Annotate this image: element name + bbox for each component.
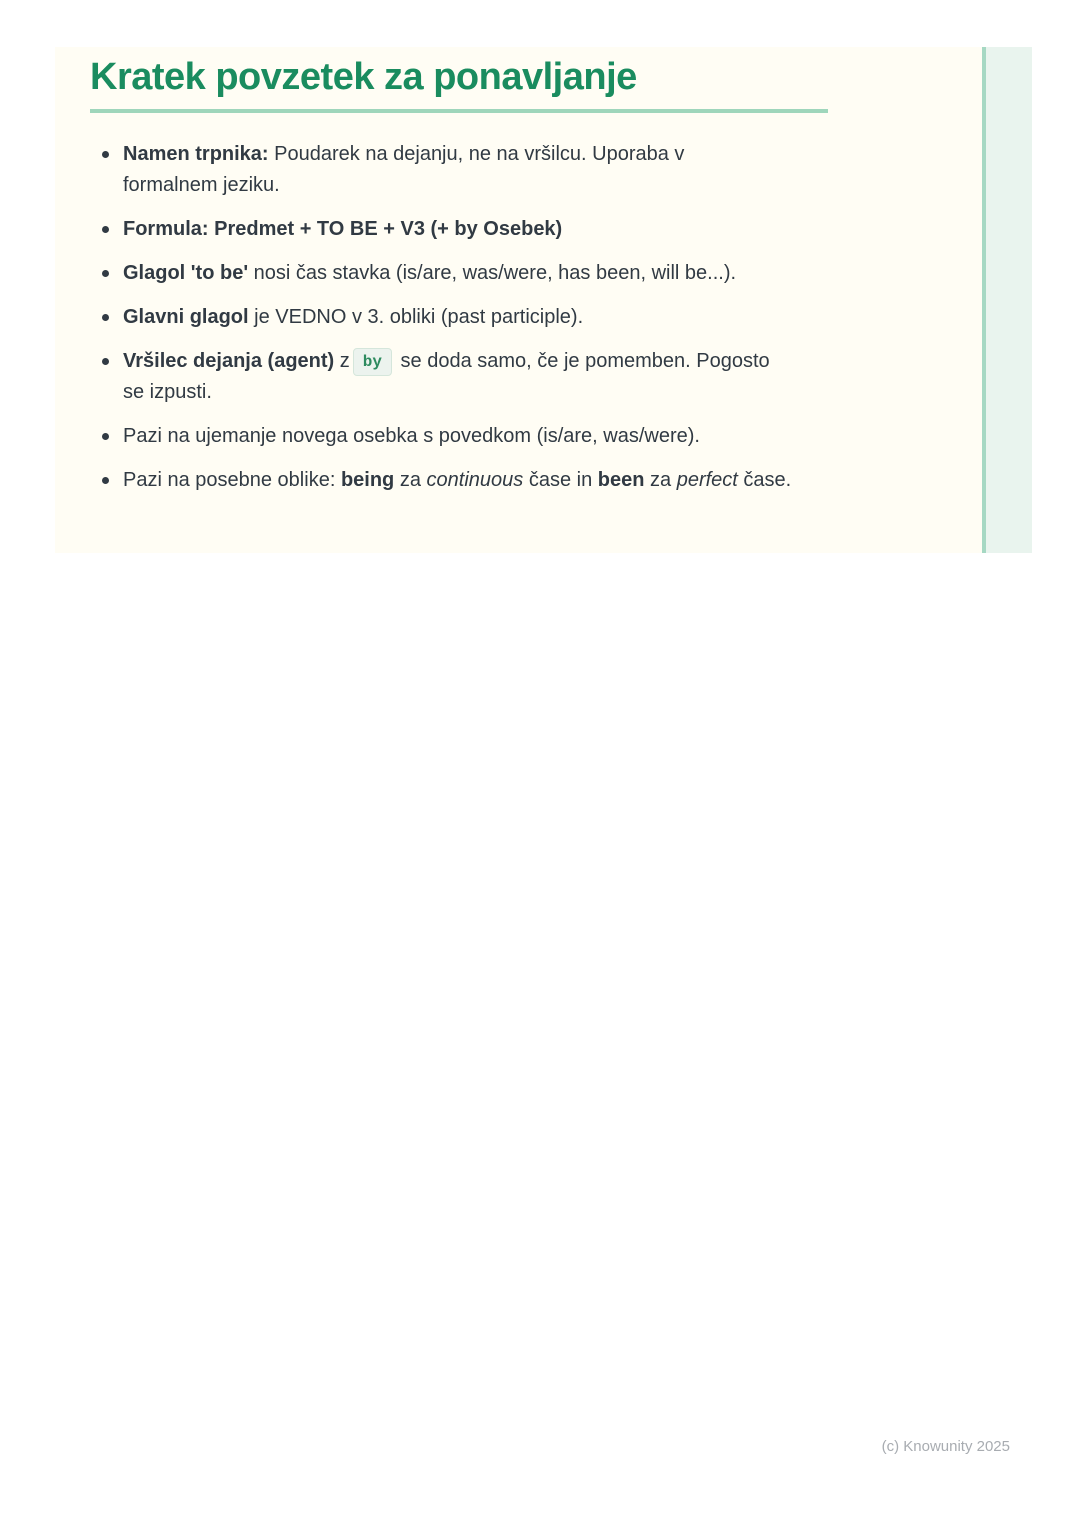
item-text-line2: formalnem jeziku.	[123, 174, 280, 196]
item-text: se doda samo, če je pomemben. Pogosto	[394, 350, 770, 372]
item-bold: been	[597, 469, 645, 491]
list-item-formula	[90, 214, 820, 245]
item-lead-bold: Namen trpnika:	[123, 143, 269, 165]
item-text: Poudarek na dejanju, ne na vršilcu. Uporaba v	[268, 143, 685, 165]
item-text-line2: se izpusti.	[123, 381, 212, 403]
item-text: čase in	[523, 469, 598, 491]
list-item-vrsilec-dejanja	[90, 346, 820, 408]
item-italic: perfect	[676, 469, 738, 491]
list-item-pazi-ujemanje	[90, 421, 820, 452]
item-text: Pazi na posebne oblike:	[123, 469, 341, 491]
list-item-glavni-glagol	[90, 302, 820, 333]
item-bold: being	[340, 469, 395, 491]
item-lead-bold: Vršilec dejanja (agent)	[123, 350, 335, 372]
item-lead-bold: Glagol 'to be'	[123, 262, 249, 284]
item-text: čase.	[737, 469, 792, 491]
item-lead-bold: Formula: Predmet + TO BE + V3 (+ by Osebek)	[123, 218, 563, 240]
right-accent-bar	[982, 47, 1032, 553]
summary-list	[90, 139, 820, 496]
copyright-footer: (c) Knowunity 2025	[881, 1438, 1010, 1455]
page-title: Kratek povzetek za ponavljanje	[90, 53, 828, 113]
summary-card	[55, 47, 1032, 553]
item-text: je VEDNO v 3. obliki (past participle).	[248, 306, 584, 328]
item-text: z	[334, 350, 350, 372]
item-italic: continuous	[426, 469, 524, 491]
item-text: Pazi na ujemanje novega osebka s povedkom (is/are, was/were).	[123, 425, 700, 447]
list-item-glagol-to-be	[90, 258, 820, 289]
item-text: za	[394, 469, 427, 491]
item-text: za	[644, 469, 677, 491]
card-content	[90, 53, 828, 509]
list-item-pazi-posebne-oblike	[90, 465, 820, 496]
item-text: nosi čas stavka (is/are, was/were, has been, will be...).	[248, 262, 737, 284]
item-lead-bold: Glavni glagol	[123, 306, 249, 328]
list-item-namen-trpnika	[90, 139, 820, 201]
by-code-badge: by	[353, 348, 392, 376]
